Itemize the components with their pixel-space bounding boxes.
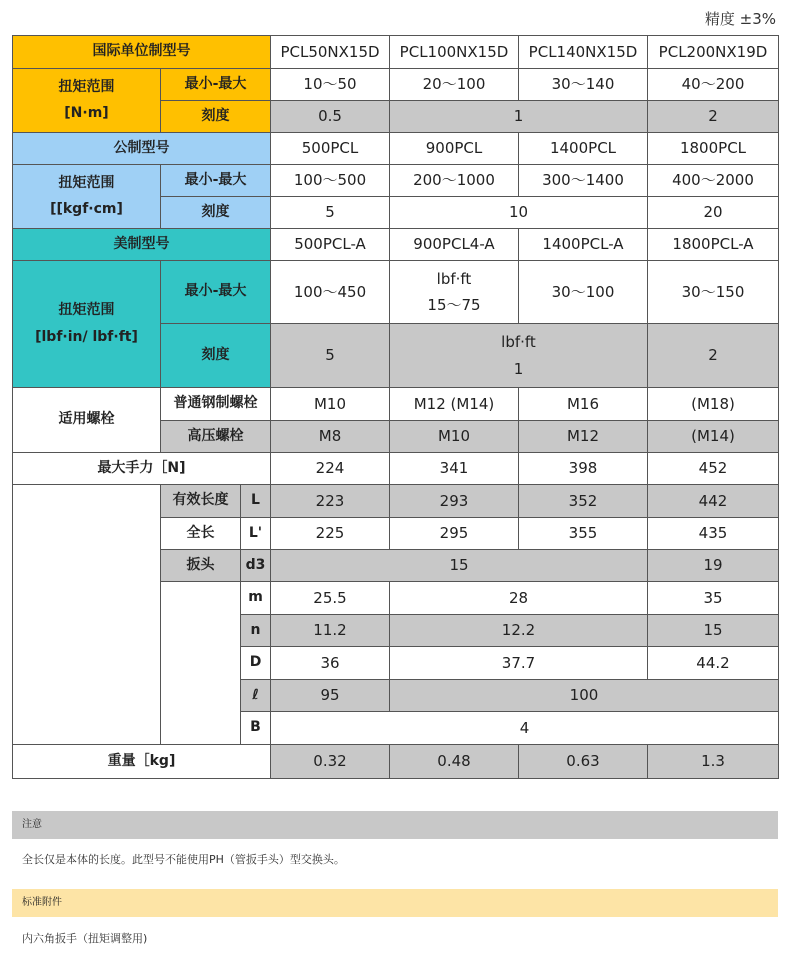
dim-cell: 225 [271,518,390,550]
si-model-cell: PCL140NX15D [519,36,648,69]
force-cell: 341 [390,453,519,485]
range-cell: 100～500 [271,165,390,197]
range-cell: 30～140 [519,69,648,101]
dim-symbol: D [241,647,271,680]
scale-cell: 2 [648,101,779,133]
weight-cell: 0.63 [519,745,648,779]
dim-cell: 12.2 [390,615,648,647]
range-cell: 400～2000 [648,165,779,197]
scale-cell: 5 [271,324,390,388]
metric-model-cell: 1800PCL [648,133,779,165]
scale-label: 刻度 [161,324,271,388]
accessories-header: 标准附件 [12,889,778,917]
dim-cell: 28 [390,582,648,615]
dim-cell: 295 [390,518,519,550]
bolt-cell: M16 [519,388,648,421]
scale-cell: 10 [390,197,648,229]
range-cell: 10～50 [271,69,390,101]
weight-cell: 0.48 [390,745,519,779]
us-torque-label: 扭矩范围 [lbf·in/ lbf·ft] [13,261,161,388]
bolt-label: 适用螺栓 [13,388,161,453]
range-cell-lbf-ft: lbf·ft 15～75 [390,261,519,324]
bolt-cell: M12 [519,421,648,453]
dim-symbol: d3 [241,550,271,582]
dim-symbol: m [241,582,271,615]
weight-cell: 1.3 [648,745,779,779]
dim-cell: 355 [519,518,648,550]
bolt-cell: (M14) [648,421,779,453]
metric-model-cell: 500PCL [271,133,390,165]
dim-cell: 442 [648,485,779,518]
dim-symbol: B [241,712,271,745]
accessories-text: 内六角扳手（扭矩调整用) [22,932,148,945]
us-model-cell: 1800PCL-A [648,229,779,261]
total-length-label: 全长 [161,518,241,550]
us-model-cell: 1400PCL-A [519,229,648,261]
scale-cell: 1 [390,101,648,133]
dim-cell: 95 [271,680,390,712]
min-max-label: 最小-最大 [161,261,271,324]
notes-text: 全长仅是本体的长度。此型号不能使用PH（管扳手头）型交换头。 [22,853,345,866]
scale-label: 刻度 [161,197,271,229]
min-max-label: 最小-最大 [161,69,271,101]
dim-cell: 44.2 [648,647,779,680]
scale-cell-lbf-ft: lbf·ft 1 [390,324,648,388]
force-cell: 224 [271,453,390,485]
weight-cell: 0.32 [271,745,390,779]
dim-cell: 25.5 [271,582,390,615]
range-cell: 200～1000 [390,165,519,197]
weight-label: 重量［kg] [13,745,271,779]
dim-symbol: n [241,615,271,647]
dim-cell: 37.7 [390,647,648,680]
range-cell: 40～200 [648,69,779,101]
dim-cell: 223 [271,485,390,518]
si-torque-label: 扭矩范围 [N·m] [13,69,161,133]
dim-symbol: ℓ [241,680,271,712]
dim-cell: 100 [390,680,779,712]
bolt-cell: M10 [390,421,519,453]
body-label [161,582,241,745]
dim-cell: 19 [648,550,779,582]
dim-cell: 15 [271,550,648,582]
force-cell: 452 [648,453,779,485]
metric-model-cell: 1400PCL [519,133,648,165]
force-cell: 398 [519,453,648,485]
bolt-cell: (M18) [648,388,779,421]
dim-cell: 15 [648,615,779,647]
metric-torque-label: 扭矩范围 [[kgf·cm] [13,165,161,229]
head-label: 扳头 [161,550,241,582]
dim-symbol: L [241,485,271,518]
range-cell: 20～100 [390,69,519,101]
range-cell: 30～100 [519,261,648,324]
spec-table [12,35,779,779]
metric-model-cell: 900PCL [390,133,519,165]
si-model-cell: PCL200NX19D [648,36,779,69]
bolt-cell: M8 [271,421,390,453]
dim-symbol: L' [241,518,271,550]
effective-length-label: 有效长度 [161,485,241,518]
us-model-cell: 900PCL4-A [390,229,519,261]
notes-header: 注意 [12,811,778,839]
us-model-label: 美制型号 [13,229,271,261]
dim-cell: 352 [519,485,648,518]
max-force-label: 最大手力［N] [13,453,271,485]
metric-model-label: 公制型号 [13,133,271,165]
scale-label: 刻度 [161,101,271,133]
dim-cell: 11.2 [271,615,390,647]
scale-cell: 5 [271,197,390,229]
dim-cell: 36 [271,647,390,680]
range-cell: 30～150 [648,261,779,324]
us-model-cell: 500PCL-A [271,229,390,261]
scale-cell: 20 [648,197,779,229]
steel-bolt-label: 普通钢制螺栓 [161,388,271,421]
dim-cell: 293 [390,485,519,518]
si-model-cell: PCL100NX15D [390,36,519,69]
precision-note: 精度 ±3% [704,10,776,28]
high-pressure-bolt-label: 高压螺栓 [161,421,271,453]
dimensions-label [13,485,161,745]
min-max-label: 最小-最大 [161,165,271,197]
range-cell: 100～450 [271,261,390,324]
dim-cell: 4 [271,712,779,745]
scale-cell: 2 [648,324,779,388]
range-cell: 300～1400 [519,165,648,197]
si-model-cell: PCL50NX15D [271,36,390,69]
si-model-label: 国际单位制型号 [13,36,271,69]
dim-cell: 35 [648,582,779,615]
dim-cell: 435 [648,518,779,550]
bolt-cell: M10 [271,388,390,421]
bolt-cell: M12 (M14) [390,388,519,421]
scale-cell: 0.5 [271,101,390,133]
